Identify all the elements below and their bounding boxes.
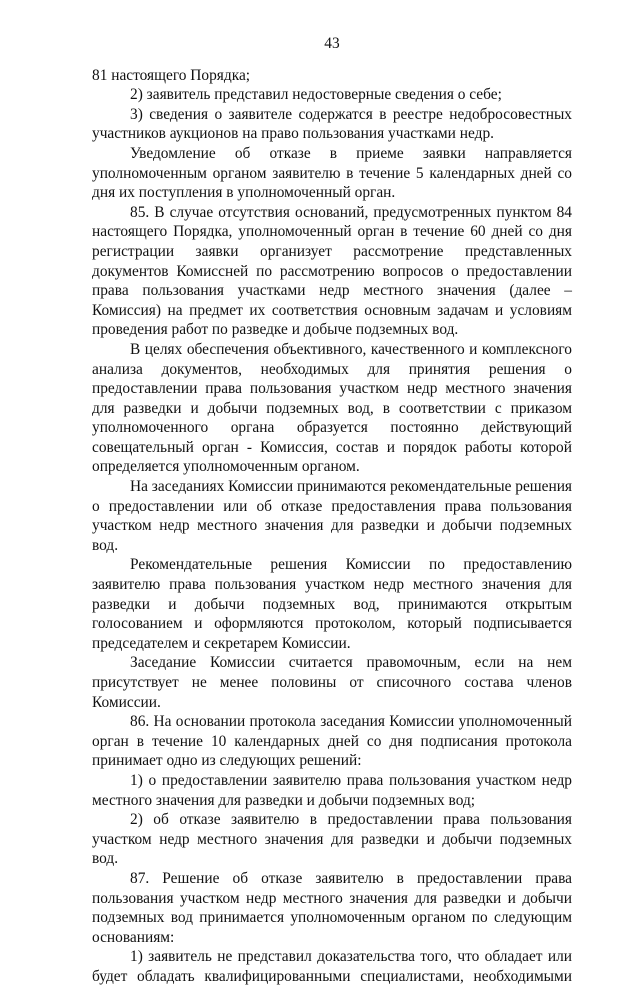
paragraph-12: 2) об отказе заявителю в предоставлении права пользования участком недр местного значения для разведки и добычи подземных вод. — [92, 811, 572, 868]
paragraph-14: 1) заявитель не представил доказательства того, что обладает или будет обладать квалифицированными специалистами, необходимыми — [92, 948, 572, 985]
document-page — [92, 34, 572, 987]
paragraph-8: Рекомендательные решения Комиссии по предоставлению заявителю права пользования участком недр местного значения для разведки и добычи подземных вод, принимаются открытым голосованием и оформляются протоколом, который подписывается председателем и секретарем Комиссии. — [92, 556, 572, 652]
paragraph-10: 86. На основании протокола заседания Комиссии уполномоченный орган в течение 10 календарных дней со дня подписания протокола принимает одно из следующих решений: — [92, 713, 572, 770]
paragraph-11: 1) о предоставлении заявителю права пользования участком недр местного значения для разведки и добычи подземных вод; — [92, 771, 572, 809]
page-number: 43 — [324, 35, 340, 52]
paragraph-2: 2) заявитель представил недостоверные сведения о себе; — [130, 86, 502, 104]
paragraph-9: Заседание Комиссии считается правомочным, если на нем присутствует не менее половины от списочного состава членов Комиссии. — [92, 654, 572, 711]
paragraph-6: В целях обеспечения объективного, качественного и комплексного анализа документов, необходимых для принятия решения о предоставлении права пользования участком недр местного значения для разведки и добычи подземных вод, в соответствии с приказом уполномоченного органа образуется постоянно действующий совещательный орган - Комиссия, состав и порядок работы которой определяется уполномоченным органом. — [92, 340, 572, 476]
paragraph-7: На заседаниях Комиссии принимаются рекомендательные решения о предоставлении или об отказе предоставления права пользования участком недр местного значения для разведки и добычи подземных вод. — [92, 478, 573, 554]
paragraph-13: 87. Решение об отказе заявителю в предоставлении права пользования участком недр местного значения для разведки и добычи подземных вод принимается уполномоченным органом по следующим основаниям: — [92, 869, 572, 946]
paragraph-5: 85. В случае отсутствия оснований, предусмотренных пунктом 84 настоящего Порядка, уполномоченный орган в течение 60 дней со дня регистрации заявки организует рассмотрение представленных документов Комиссней по рассмотрению вопросов о предоставлении права пользования участками недр местного значения (далее – Комиссия) на предмет их соответствия основным задачам и условиям проведения работ по разведке и добыче подземных вод. — [92, 203, 572, 339]
paragraph-1: 81 настоящего Порядка; — [92, 66, 251, 84]
paragraph-3: 3) сведения о заявителе содержатся в реестре недобросовестных участников аукционов на право пользования участками недр. — [92, 105, 572, 143]
paragraph-4: Уведомление об отказе в приеме заявки направляется уполномоченным органом заявителю в течение 5 календарных дней со дня их поступления в уполномоченный орган. — [92, 144, 572, 202]
